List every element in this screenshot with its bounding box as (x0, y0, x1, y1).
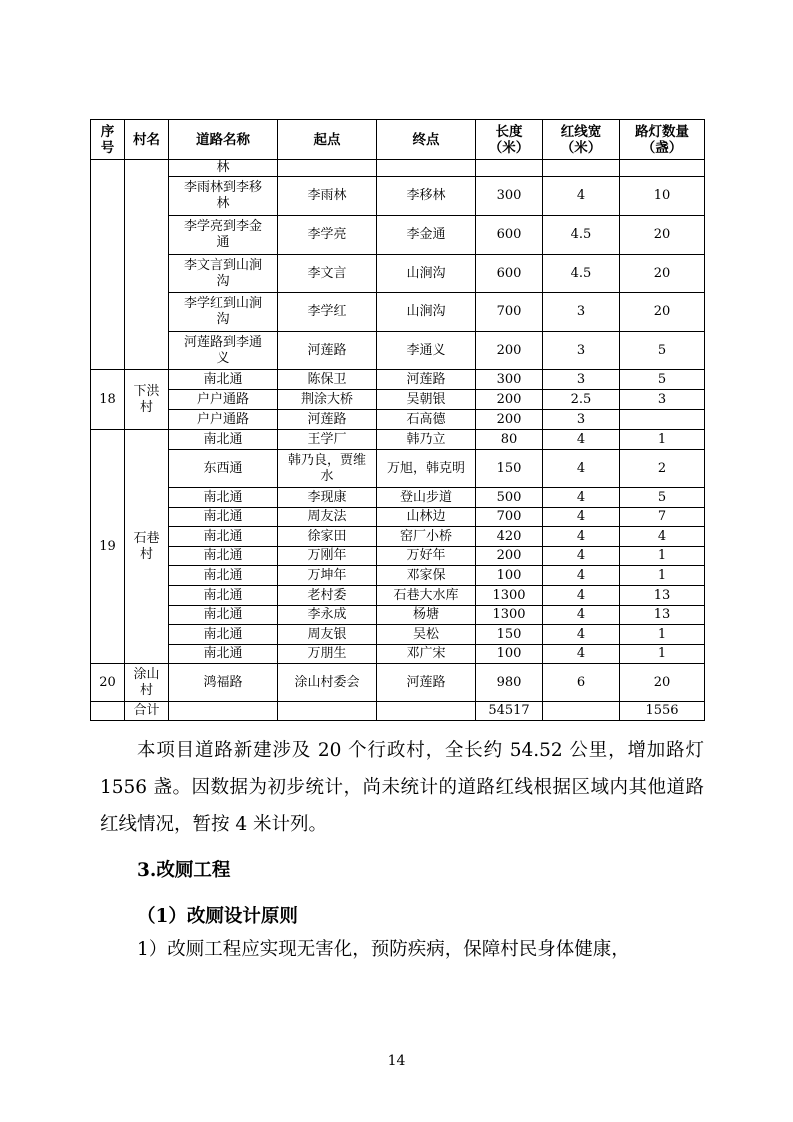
table-cell: 李现康 (278, 488, 377, 508)
table-cell: 山涧沟 (377, 255, 476, 293)
table-cell: 4 (543, 508, 620, 527)
column-header: 序 号 (91, 120, 125, 160)
table-cell: 李学红到山涧 沟 (169, 293, 278, 332)
table-cell (91, 160, 125, 370)
table-cell: 南北通 (169, 606, 278, 625)
table-cell: 窑厂小桥 (377, 527, 476, 547)
table-cell: 20 (91, 664, 125, 702)
table-cell: 南北通 (169, 625, 278, 645)
table-row (91, 566, 705, 586)
table-row (91, 216, 705, 255)
table-cell: 登山步道 (377, 488, 476, 508)
table-cell: 1 (620, 645, 705, 664)
page-number: 14 (387, 1053, 406, 1069)
table-cell: 周友法 (278, 508, 377, 527)
column-header: 道路名称 (169, 120, 278, 160)
column-header: 红线宽 （米） (543, 120, 620, 160)
table-cell: 420 (476, 527, 543, 547)
table-cell: 3 (543, 410, 620, 430)
principle-paragraph: 1）改厕工程应实现无害化，预防疾病，保障村民身体健康， (137, 939, 630, 960)
table-cell (543, 702, 620, 721)
table-cell: 1 (620, 566, 705, 586)
table-cell: 200 (476, 410, 543, 430)
table-cell: 4 (620, 527, 705, 547)
road-lighting-table (90, 119, 705, 721)
table-cell: 2 (620, 450, 705, 488)
table-cell: 6 (543, 664, 620, 702)
table-cell: 石巷 村 (125, 430, 169, 664)
table-cell: 李文言到山涧 沟 (169, 255, 278, 293)
table-cell: 南北通 (169, 370, 278, 390)
column-header: 长度 （米） (476, 120, 543, 160)
table-cell: 李学亮到李金 通 (169, 216, 278, 255)
table-cell: 20 (620, 216, 705, 255)
table-cell: 徐家田 (278, 527, 377, 547)
table-cell: 杨塘 (377, 606, 476, 625)
table-row (91, 586, 705, 606)
table-cell: 150 (476, 625, 543, 645)
table-cell: 陈保卫 (278, 370, 377, 390)
table-cell: 4 (543, 645, 620, 664)
table-cell: 3 (543, 293, 620, 332)
table-cell: 山涧沟 (377, 293, 476, 332)
table-cell: 5 (620, 488, 705, 508)
table-cell: 4 (543, 177, 620, 216)
table-cell: 4 (543, 488, 620, 508)
table-cell: 涂山 村 (125, 664, 169, 702)
table-cell (278, 702, 377, 721)
table-cell (620, 410, 705, 430)
table-cell: 4.5 (543, 216, 620, 255)
table-cell (91, 702, 125, 721)
table-cell: 李移林 (377, 177, 476, 216)
table-cell: 万坤年 (278, 566, 377, 586)
table-cell: 4 (543, 547, 620, 566)
table-cell (620, 160, 705, 177)
table-cell: 200 (476, 547, 543, 566)
column-header: 起点 (278, 120, 377, 160)
table-cell: 涂山村委会 (278, 664, 377, 702)
table-cell: 吴松 (377, 625, 476, 645)
table-row (91, 547, 705, 566)
table-cell: 13 (620, 606, 705, 625)
table-cell: 20 (620, 293, 705, 332)
table-cell: 980 (476, 664, 543, 702)
table-cell: 南北通 (169, 645, 278, 664)
table-cell: 4 (543, 430, 620, 450)
table-cell: 下洪 村 (125, 370, 169, 430)
table-row (91, 410, 705, 430)
table-cell: 邓广宋 (377, 645, 476, 664)
table-cell: 20 (620, 255, 705, 293)
table-cell: 李雨林到李移 林 (169, 177, 278, 216)
table-cell: 邓家保 (377, 566, 476, 586)
table-cell: 吴朝银 (377, 390, 476, 410)
table-row (91, 625, 705, 645)
table-cell: 600 (476, 216, 543, 255)
table-cell: 300 (476, 370, 543, 390)
table-header-row (91, 120, 705, 160)
table-cell: 3 (543, 332, 620, 370)
table-cell: 南北通 (169, 430, 278, 450)
table-cell (125, 160, 169, 370)
table-row (91, 370, 705, 390)
table-cell: 户户通路 (169, 410, 278, 430)
table-cell: 合计 (125, 702, 169, 721)
table-cell: 4 (543, 450, 620, 488)
table-cell: 500 (476, 488, 543, 508)
table-row (91, 645, 705, 664)
table-cell: 韩乃良，贾维 水 (278, 450, 377, 488)
table-row (91, 160, 705, 177)
table-row (91, 332, 705, 370)
table-row (91, 255, 705, 293)
table-cell (278, 160, 377, 177)
table-cell: 鸿福路 (169, 664, 278, 702)
table-cell: 54517 (476, 702, 543, 721)
table-cell: 18 (91, 370, 125, 430)
table-cell (169, 702, 278, 721)
table-cell: 4 (543, 586, 620, 606)
table-cell: 600 (476, 255, 543, 293)
table-cell: 100 (476, 566, 543, 586)
table-cell (476, 160, 543, 177)
table-cell: 李雨林 (278, 177, 377, 216)
table-row (91, 664, 705, 702)
table-row (91, 293, 705, 332)
table-cell: 20 (620, 664, 705, 702)
table-row (91, 508, 705, 527)
table-cell: 老村委 (278, 586, 377, 606)
table-cell: 李永成 (278, 606, 377, 625)
table-cell: 1556 (620, 702, 705, 721)
table-cell: 南北通 (169, 566, 278, 586)
table-cell: 林 (169, 160, 278, 177)
table-cell (377, 702, 476, 721)
table-cell (377, 160, 476, 177)
table-cell: 河莲路 (278, 332, 377, 370)
table-cell: 700 (476, 293, 543, 332)
table-cell: 5 (620, 370, 705, 390)
table-cell: 万刚年 (278, 547, 377, 566)
table-cell: 王学厂 (278, 430, 377, 450)
table-row (91, 606, 705, 625)
table-cell: 80 (476, 430, 543, 450)
table-cell: 河莲路 (377, 370, 476, 390)
table-cell: 荆涂大桥 (278, 390, 377, 410)
subsection-heading: （1）改厕设计原则 (137, 906, 298, 927)
table-cell: 4 (543, 606, 620, 625)
table-cell: 韩乃立 (377, 430, 476, 450)
table-cell: 200 (476, 390, 543, 410)
table-cell: 3 (543, 370, 620, 390)
table-cell: 河莲路到李通 义 (169, 332, 278, 370)
table-cell: 河莲路 (377, 664, 476, 702)
table-cell: 东西通 (169, 450, 278, 488)
section-heading: 3.改厕工程 (137, 860, 231, 881)
table-cell: 万好年 (377, 547, 476, 566)
table-cell: 4 (543, 566, 620, 586)
table-cell: 4 (543, 527, 620, 547)
table-cell: 150 (476, 450, 543, 488)
table-cell: 南北通 (169, 508, 278, 527)
table-cell: 13 (620, 586, 705, 606)
table-row (91, 430, 705, 450)
table-cell: 河莲路 (278, 410, 377, 430)
table-cell: 南北通 (169, 488, 278, 508)
table-cell: 南北通 (169, 586, 278, 606)
table-cell: 户户通路 (169, 390, 278, 410)
table-cell: 石高德 (377, 410, 476, 430)
table-cell: 2.5 (543, 390, 620, 410)
table-cell: 100 (476, 645, 543, 664)
table-cell: 李文言 (278, 255, 377, 293)
table-row (91, 177, 705, 216)
table-cell: 南北通 (169, 547, 278, 566)
table-cell: 1300 (476, 606, 543, 625)
table-cell: 南北通 (169, 527, 278, 547)
column-header: 村名 (125, 120, 169, 160)
table-row (91, 527, 705, 547)
table-cell: 万朋生 (278, 645, 377, 664)
table-cell: 5 (620, 332, 705, 370)
table-cell: 200 (476, 332, 543, 370)
table-cell: 7 (620, 508, 705, 527)
table-cell: 1 (620, 625, 705, 645)
table-cell: 李金通 (377, 216, 476, 255)
table-cell: 700 (476, 508, 543, 527)
table-cell: 石巷大水库 (377, 586, 476, 606)
table-cell: 周友银 (278, 625, 377, 645)
table-cell: 李学亮 (278, 216, 377, 255)
table-row (91, 702, 705, 721)
table-row (91, 450, 705, 488)
table-body (91, 160, 705, 721)
column-header: 路灯数量 （盏） (620, 120, 705, 160)
table-cell: 山林边 (377, 508, 476, 527)
table-cell: 3 (620, 390, 705, 410)
table-cell: 1 (620, 430, 705, 450)
table-cell: 李通义 (377, 332, 476, 370)
table-cell: 4 (543, 625, 620, 645)
table-cell: 万旭，韩克明 (377, 450, 476, 488)
summary-paragraph: 本项目道路新建涉及 20 个行政村，全长约 54.52 公里，增加路灯 1556 盏。因数据为初步统计，尚未统计的道路红线根据区域内其他道路红线情况，暂按 4 米计列。 (100, 740, 704, 835)
table-cell (543, 160, 620, 177)
table-row (91, 390, 705, 410)
table-cell: 1 (620, 547, 705, 566)
table-row (91, 488, 705, 508)
table-cell: 300 (476, 177, 543, 216)
table-cell: 李学红 (278, 293, 377, 332)
table-cell: 19 (91, 430, 125, 664)
column-header: 终点 (377, 120, 476, 160)
table-cell: 10 (620, 177, 705, 216)
table-cell: 1300 (476, 586, 543, 606)
table-cell: 4.5 (543, 255, 620, 293)
